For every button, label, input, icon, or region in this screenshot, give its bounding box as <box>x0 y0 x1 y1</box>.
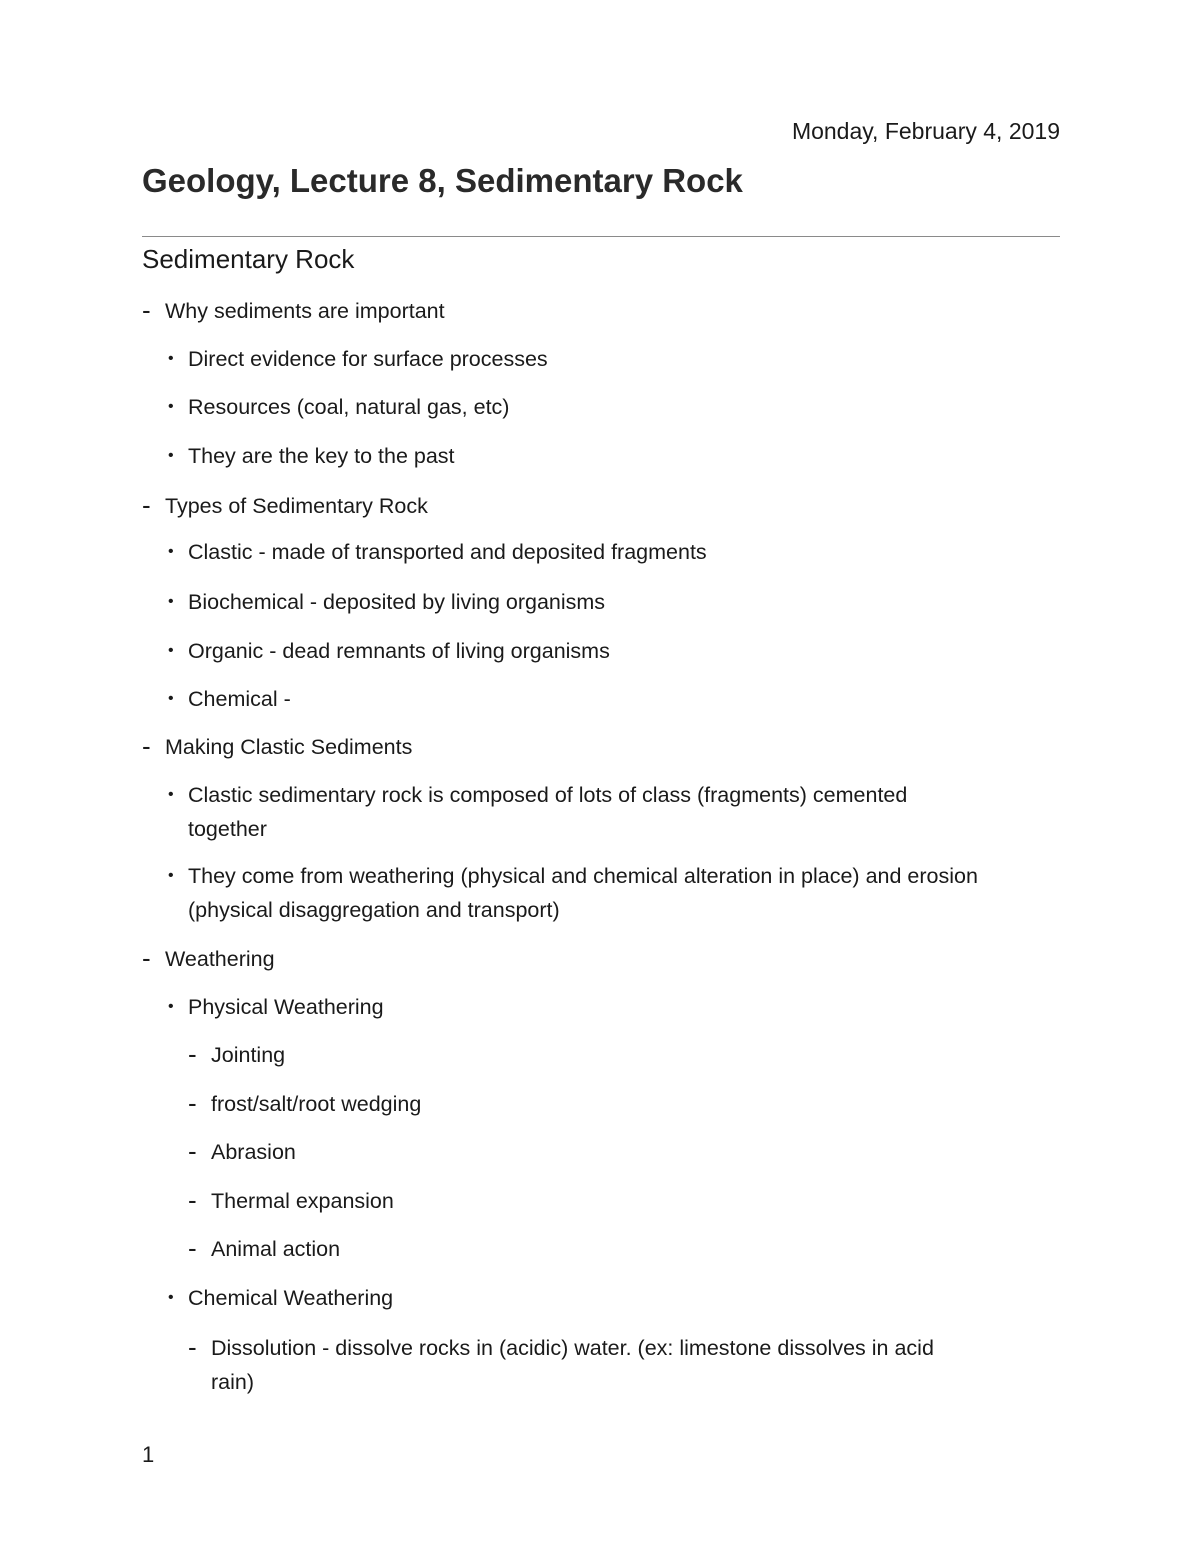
dash-marker: - <box>142 731 151 761</box>
outline-item-why-3: They are the key to the past <box>188 444 455 468</box>
outline-item-weathering: Weathering <box>165 947 275 971</box>
outline-item-why: Why sediments are important <box>165 299 445 323</box>
bullet-marker: • <box>168 543 174 560</box>
outline-item-physical: Physical Weathering <box>188 995 384 1019</box>
bullet-marker: • <box>168 593 174 610</box>
bullet-marker: • <box>168 447 174 464</box>
outline-item-types-3: Organic - dead remnants of living organisms <box>188 639 610 663</box>
outline-item-types-1: Clastic - made of transported and deposited fragments <box>188 540 707 564</box>
outline-item-physical-1: Jointing <box>211 1043 286 1067</box>
dash-marker: - <box>188 1088 197 1118</box>
dash-marker: - <box>188 1332 197 1362</box>
bullet-marker: • <box>168 398 174 415</box>
bullet-marker: • <box>168 998 174 1015</box>
dash-marker: - <box>188 1185 197 1215</box>
title-divider <box>142 236 1060 237</box>
dash-marker: - <box>142 295 151 325</box>
outline-item-making-2: They come from weathering (physical and chemical alteration in place) and erosion <box>188 864 978 888</box>
outline-item-making: Making Clastic Sediments <box>165 735 413 759</box>
bullet-marker: • <box>168 1289 174 1306</box>
dash-marker: - <box>188 1136 197 1166</box>
page-number: 1 <box>142 1442 155 1467</box>
page-title: Geology, Lecture 8, Sedimentary Rock <box>142 162 743 199</box>
outline-item-making-2-cont: (physical disaggregation and transport) <box>188 898 560 922</box>
date-stamp: Monday, February 4, 2019 <box>791 118 1060 144</box>
outline-item-physical-5: Animal action <box>211 1237 341 1261</box>
bullet-marker: • <box>168 786 174 803</box>
bullet-marker: • <box>168 350 174 367</box>
outline-item-physical-4: Thermal expansion <box>211 1189 394 1213</box>
dash-marker: - <box>188 1233 197 1263</box>
outline-item-types-2: Biochemical - deposited by living organisms <box>188 590 606 614</box>
bullet-marker: • <box>168 867 174 884</box>
outline-item-making-1-cont: together <box>188 817 267 841</box>
outline-item-chemical-1: Dissolution - dissolve rocks in (acidic) water. (ex: limestone dissolves in acid <box>211 1336 934 1360</box>
outline-item-making-1: Clastic sedimentary rock is composed of lots of class (fragments) cemented <box>188 783 908 807</box>
section-heading: Sedimentary Rock <box>142 244 355 274</box>
outline-item-chemical: Chemical Weathering <box>188 1286 394 1310</box>
bullet-marker: • <box>168 642 174 659</box>
outline-item-types: Types of Sedimentary Rock <box>165 494 428 518</box>
outline-item-why-2: Resources (coal, natural gas, etc) <box>188 395 510 419</box>
dash-marker: - <box>188 1039 197 1069</box>
outline-item-chemical-1-cont: rain) <box>211 1370 255 1394</box>
dash-marker: - <box>142 943 151 973</box>
outline-item-physical-3: Abrasion <box>211 1140 296 1164</box>
outline-item-why-1: Direct evidence for surface processes <box>188 347 548 371</box>
dash-marker: - <box>142 490 151 520</box>
outline-item-physical-2: frost/salt/root wedging <box>211 1092 422 1116</box>
bullet-marker: • <box>168 690 174 707</box>
outline-item-types-4: Chemical - <box>188 687 291 711</box>
